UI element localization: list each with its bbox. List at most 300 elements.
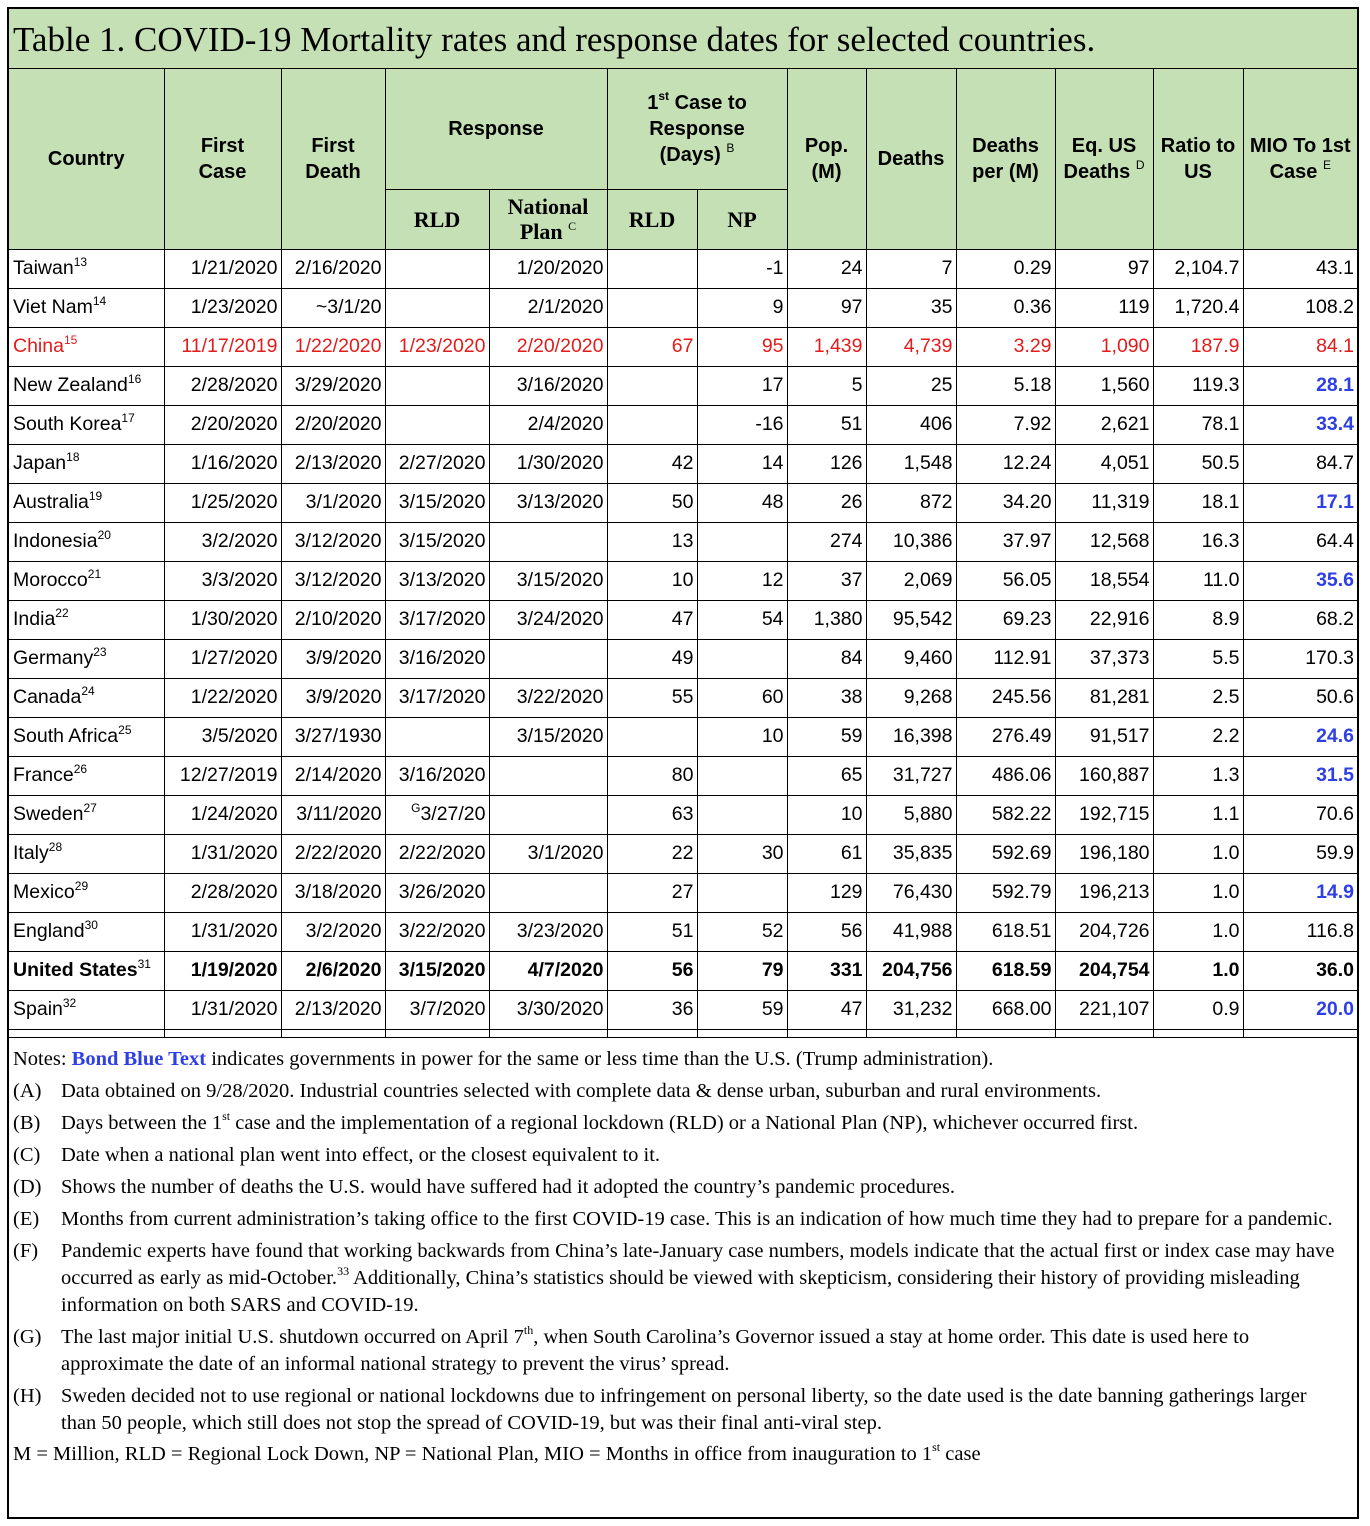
cell-deaths-per: 37.97 xyxy=(956,522,1055,561)
cell-rld xyxy=(385,249,489,288)
cell-rld: 3/22/2020 xyxy=(385,912,489,951)
cell-ratio: 119.3 xyxy=(1153,366,1243,405)
cell-deaths-per: 69.23 xyxy=(956,600,1055,639)
cell-country: Sweden$^{27}$ xyxy=(9,795,164,834)
cell-mio: 84.7 xyxy=(1243,444,1357,483)
cell-days-np: 17 xyxy=(697,366,787,405)
cell-rld: 3/16/2020 xyxy=(385,639,489,678)
cell-pop: 37 xyxy=(787,561,866,600)
cell-days-np xyxy=(697,873,787,912)
cell-country: Spain$^{32}$ xyxy=(9,990,164,1029)
notes-intro: Notes: Bond Blue Text indicates governments in power for the same or less time than the U.S. (Trump administration). xyxy=(13,1047,994,1070)
cell-deaths-per: 112.91 xyxy=(956,639,1055,678)
header-country: Country xyxy=(9,69,164,249)
cell-first-case: 3/2/2020 xyxy=(164,522,281,561)
note-label: (B) xyxy=(13,1111,41,1134)
cell-deaths: 2,069 xyxy=(866,561,956,600)
cell-pop: 129 xyxy=(787,873,866,912)
cell-deaths-per: 56.05 xyxy=(956,561,1055,600)
cell-first-case: 1/24/2020 xyxy=(164,795,281,834)
cell-rld: 3/17/2020 xyxy=(385,678,489,717)
cell-ratio: 0.9 xyxy=(1153,990,1243,1029)
cell-national-plan: 3/13/2020 xyxy=(489,483,607,522)
cell-days-np: 12 xyxy=(697,561,787,600)
cell-deaths: 35,835 xyxy=(866,834,956,873)
cell-deaths-per: 34.20 xyxy=(956,483,1055,522)
cell-eq-us: 12,568 xyxy=(1055,522,1153,561)
cell-eq-us: 196,180 xyxy=(1055,834,1153,873)
cell-deaths: 10,386 xyxy=(866,522,956,561)
header-deaths: Deaths xyxy=(866,69,956,249)
cell-deaths: 31,727 xyxy=(866,756,956,795)
cell-pop: 56 xyxy=(787,912,866,951)
cell-first-case: 1/23/2020 xyxy=(164,288,281,327)
cell-country: Indonesia$^{20}$ xyxy=(9,522,164,561)
cell-first-death: 3/1/2020 xyxy=(281,483,385,522)
cell-eq-us: 221,107 xyxy=(1055,990,1153,1029)
cell-first-death: 3/12/2020 xyxy=(281,561,385,600)
cell-days-np xyxy=(697,756,787,795)
cell-mio: 20.0 xyxy=(1243,990,1357,1029)
cell-ratio: 1.1 xyxy=(1153,795,1243,834)
cell-first-case: 2/20/2020 xyxy=(164,405,281,444)
cell-deaths-per: 618.51 xyxy=(956,912,1055,951)
cell-deaths-per: 618.59 xyxy=(956,951,1055,990)
cell-pop: 1,380 xyxy=(787,600,866,639)
table-row xyxy=(9,756,1357,795)
cell-first-death: 1/22/2020 xyxy=(281,327,385,366)
cell-mio: 50.6 xyxy=(1243,678,1357,717)
cell-eq-us: 1,090 xyxy=(1055,327,1153,366)
cell-rld: 3/17/2020 xyxy=(385,600,489,639)
cell-deaths-per: 7.92 xyxy=(956,405,1055,444)
cell-days-rld: 27 xyxy=(607,873,697,912)
cell-days-rld: 36 xyxy=(607,990,697,1029)
cell-mio: 14.9 xyxy=(1243,873,1357,912)
cell-days-np: 52 xyxy=(697,912,787,951)
cell-first-death: 3/12/2020 xyxy=(281,522,385,561)
cell-national-plan: 3/15/2020 xyxy=(489,717,607,756)
cell-pop: 51 xyxy=(787,405,866,444)
table-row xyxy=(9,327,1357,366)
cell-national-plan: 2/20/2020 xyxy=(489,327,607,366)
cell-mio: 28.1 xyxy=(1243,366,1357,405)
cell-first-death: 2/6/2020 xyxy=(281,951,385,990)
cell-national-plan xyxy=(489,873,607,912)
note-item xyxy=(13,1174,1357,1201)
cell-deaths: 872 xyxy=(866,483,956,522)
cell-days-rld: 42 xyxy=(607,444,697,483)
cell-days-np: 10 xyxy=(697,717,787,756)
cell-days-np: 95 xyxy=(697,327,787,366)
cell-days-np xyxy=(697,639,787,678)
cell-days-np: 30 xyxy=(697,834,787,873)
cell-eq-us: 18,554 xyxy=(1055,561,1153,600)
cell-first-death: 2/16/2020 xyxy=(281,249,385,288)
cell-first-death: 2/13/2020 xyxy=(281,990,385,1029)
cell-first-case: 1/31/2020 xyxy=(164,912,281,951)
cell-country: England$^{30}$ xyxy=(9,912,164,951)
cell-national-plan: 3/24/2020 xyxy=(489,600,607,639)
cell-deaths: 35 xyxy=(866,288,956,327)
cell-first-case: 2/28/2020 xyxy=(164,366,281,405)
cell-deaths: 204,756 xyxy=(866,951,956,990)
note-text: Shows the number of deaths the U.S. would have suffered had it adopted the country’s pandemic procedures. xyxy=(61,1175,955,1198)
cell-days-np: 59 xyxy=(697,990,787,1029)
cell-days-rld: 49 xyxy=(607,639,697,678)
cell-mio: 64.4 xyxy=(1243,522,1357,561)
table-row xyxy=(9,522,1357,561)
cell-days-rld: 47 xyxy=(607,600,697,639)
cell-national-plan: 3/23/2020 xyxy=(489,912,607,951)
cell-deaths: 9,268 xyxy=(866,678,956,717)
abbreviation-legend: M = Million, RLD = Regional Lock Down, NP = National Plan, MIO = Months in office from inauguration to 1st case xyxy=(13,1439,981,1465)
cell-country: India$^{22}$ xyxy=(9,600,164,639)
table-row xyxy=(9,366,1357,405)
table-row xyxy=(9,717,1357,756)
cell-deaths-per: 0.29 xyxy=(956,249,1055,288)
note-item xyxy=(13,1142,1357,1169)
cell-pop: 84 xyxy=(787,639,866,678)
cell-deaths-per: 3.29 xyxy=(956,327,1055,366)
cell-mio: 170.3 xyxy=(1243,639,1357,678)
cell-first-death: 2/10/2020 xyxy=(281,600,385,639)
cell-days-np: 48 xyxy=(697,483,787,522)
cell-first-death: 3/18/2020 xyxy=(281,873,385,912)
cell-pop: 331 xyxy=(787,951,866,990)
cell-country: Japan$^{18}$ xyxy=(9,444,164,483)
cell-ratio: 8.9 xyxy=(1153,600,1243,639)
header-response: Response xyxy=(385,69,607,189)
cell-days-rld: 80 xyxy=(607,756,697,795)
cell-country: China$^{15}$ xyxy=(9,327,164,366)
cell-mio: 59.9 xyxy=(1243,834,1357,873)
table-title: Table 1. COVID-19 Mortality rates and response dates for selected countries. xyxy=(9,9,1357,69)
cell-deaths: 406 xyxy=(866,405,956,444)
table-row xyxy=(9,912,1357,951)
cell-eq-us: 91,517 xyxy=(1055,717,1153,756)
cell-pop: 126 xyxy=(787,444,866,483)
cell-days-rld: 63 xyxy=(607,795,697,834)
cell-mio: 68.2 xyxy=(1243,600,1357,639)
note-text: Days between the 1st case and the implementation of a regional lockdown (RLD) or a National Plan (NP), whichever occurred first. xyxy=(61,1108,1139,1134)
cell-eq-us: 37,373 xyxy=(1055,639,1153,678)
header-pop: Pop. (M) xyxy=(787,69,866,249)
cell-deaths: 76,430 xyxy=(866,873,956,912)
cell-pop: 274 xyxy=(787,522,866,561)
cell-deaths-per: 5.18 xyxy=(956,366,1055,405)
table-spacer-row xyxy=(9,1029,1357,1037)
cell-national-plan xyxy=(489,795,607,834)
cell-deaths: 95,542 xyxy=(866,600,956,639)
cell-eq-us: 4,051 xyxy=(1055,444,1153,483)
cell-national-plan: 3/15/2020 xyxy=(489,561,607,600)
note-item xyxy=(13,1238,1357,1319)
note-label: (E) xyxy=(13,1207,40,1230)
cell-mio: 36.0 xyxy=(1243,951,1357,990)
cell-rld: 3/15/2020 xyxy=(385,522,489,561)
note-label: (G) xyxy=(13,1325,42,1348)
cell-deaths: 25 xyxy=(866,366,956,405)
cell-deaths-per: 12.24 xyxy=(956,444,1055,483)
table-row xyxy=(9,561,1357,600)
cell-mio: 116.8 xyxy=(1243,912,1357,951)
cell-rld xyxy=(385,405,489,444)
cell-mio: 31.5 xyxy=(1243,756,1357,795)
cell-rld: 3/7/2020 xyxy=(385,990,489,1029)
note-text: Date when a national plan went into effect, or the closest equivalent to it. xyxy=(61,1143,661,1166)
cell-mio: 43.1 xyxy=(1243,249,1357,288)
cell-eq-us: 22,916 xyxy=(1055,600,1153,639)
blue-text-sample: Bond Blue Text xyxy=(71,1047,207,1070)
cell-deaths-per: 486.06 xyxy=(956,756,1055,795)
cell-first-death: ~3/1/20 xyxy=(281,288,385,327)
cell-country: France$^{26}$ xyxy=(9,756,164,795)
cell-deaths-per: 0.36 xyxy=(956,288,1055,327)
cell-rld: 3/13/2020 xyxy=(385,561,489,600)
cell-ratio: 187.9 xyxy=(1153,327,1243,366)
cell-deaths: 9,460 xyxy=(866,639,956,678)
cell-national-plan: 4/7/2020 xyxy=(489,951,607,990)
cell-first-death: 2/22/2020 xyxy=(281,834,385,873)
cell-ratio: 2.2 xyxy=(1153,717,1243,756)
cell-days-rld: 50 xyxy=(607,483,697,522)
cell-eq-us: 2,621 xyxy=(1055,405,1153,444)
cell-ratio: 18.1 xyxy=(1153,483,1243,522)
cell-ratio: 11.0 xyxy=(1153,561,1243,600)
cell-eq-us: 81,281 xyxy=(1055,678,1153,717)
cell-eq-us: 119 xyxy=(1055,288,1153,327)
cell-country: Viet Nam$^{14}$ xyxy=(9,288,164,327)
cell-deaths-per: 245.56 xyxy=(956,678,1055,717)
cell-days-np xyxy=(697,522,787,561)
cell-rld xyxy=(385,717,489,756)
cell-days-rld xyxy=(607,717,697,756)
cell-deaths: 1,548 xyxy=(866,444,956,483)
cell-first-case: 1/31/2020 xyxy=(164,834,281,873)
cell-deaths: 5,880 xyxy=(866,795,956,834)
table-row xyxy=(9,834,1357,873)
cell-days-np: -1 xyxy=(697,249,787,288)
cell-first-death: 2/14/2020 xyxy=(281,756,385,795)
table-row xyxy=(9,990,1357,1029)
cell-pop: 97 xyxy=(787,288,866,327)
cell-ratio: 5.5 xyxy=(1153,639,1243,678)
table-row xyxy=(9,678,1357,717)
cell-ratio: 16.3 xyxy=(1153,522,1243,561)
cell-rld: 2/27/2020 xyxy=(385,444,489,483)
mortality-table xyxy=(9,69,1357,1038)
note-label: (A) xyxy=(13,1079,42,1102)
cell-pop: 10 xyxy=(787,795,866,834)
cell-eq-us: 204,754 xyxy=(1055,951,1153,990)
cell-ratio: 1.3 xyxy=(1153,756,1243,795)
cell-days-np: 60 xyxy=(697,678,787,717)
header-deaths-per: Deaths per (M) xyxy=(956,69,1055,249)
cell-first-death: 3/9/2020 xyxy=(281,678,385,717)
cell-days-rld: 22 xyxy=(607,834,697,873)
cell-mio: 70.6 xyxy=(1243,795,1357,834)
header-eq-us-deaths: Eq. US Deaths $^D$ xyxy=(1055,69,1153,249)
header-national-plan: National Plan $^C$ xyxy=(489,189,607,249)
cell-national-plan: 3/16/2020 xyxy=(489,366,607,405)
cell-country: Taiwan$^{13}$ xyxy=(9,249,164,288)
cell-days-np: 79 xyxy=(697,951,787,990)
header-first-death: First Death xyxy=(281,69,385,249)
cell-days-np: 9 xyxy=(697,288,787,327)
cell-days-np: 54 xyxy=(697,600,787,639)
cell-pop: 24 xyxy=(787,249,866,288)
cell-ratio: 1.0 xyxy=(1153,912,1243,951)
header-days: 1st Case to Response (Days) $^B$ xyxy=(607,69,787,189)
table-row xyxy=(9,795,1357,834)
cell-country: Morocco$^{21}$ xyxy=(9,561,164,600)
cell-mio: 35.6 xyxy=(1243,561,1357,600)
header-ratio: Ratio to US xyxy=(1153,69,1243,249)
note-label: (H) xyxy=(13,1384,42,1407)
cell-days-rld: 56 xyxy=(607,951,697,990)
table-row xyxy=(9,405,1357,444)
cell-national-plan: 1/20/2020 xyxy=(489,249,607,288)
header-mio: MIO To 1st Case $^E$ xyxy=(1243,69,1357,249)
header-first-case: First Case xyxy=(164,69,281,249)
cell-eq-us: 97 xyxy=(1055,249,1153,288)
cell-country: Germany$^{23}$ xyxy=(9,639,164,678)
cell-rld xyxy=(385,366,489,405)
cell-country: United States$^{31}$ xyxy=(9,951,164,990)
table-body xyxy=(9,249,1357,1037)
note-item xyxy=(13,1110,1357,1137)
note-label: (D) xyxy=(13,1175,42,1198)
cell-rld: 3/15/2020 xyxy=(385,951,489,990)
note-item xyxy=(13,1206,1357,1233)
cell-first-death: 3/9/2020 xyxy=(281,639,385,678)
cell-days-rld: 67 xyxy=(607,327,697,366)
table-row xyxy=(9,639,1357,678)
cell-national-plan: 1/30/2020 xyxy=(489,444,607,483)
cell-national-plan xyxy=(489,522,607,561)
cell-ratio: 1.0 xyxy=(1153,834,1243,873)
cell-days-np: 14 xyxy=(697,444,787,483)
cell-eq-us: 1,560 xyxy=(1055,366,1153,405)
cell-deaths: 16,398 xyxy=(866,717,956,756)
cell-eq-us: 204,726 xyxy=(1055,912,1153,951)
cell-days-rld xyxy=(607,405,697,444)
cell-national-plan xyxy=(489,756,607,795)
header-rld: RLD xyxy=(385,189,489,249)
cell-ratio: 2.5 xyxy=(1153,678,1243,717)
cell-rld xyxy=(385,288,489,327)
cell-ratio: 1,720.4 xyxy=(1153,288,1243,327)
cell-rld: $^G$3/27/20 xyxy=(385,795,489,834)
cell-deaths-per: 668.00 xyxy=(956,990,1055,1029)
cell-country: Mexico$^{29}$ xyxy=(9,873,164,912)
cell-first-case: 1/22/2020 xyxy=(164,678,281,717)
note-text: Months from current administration’s taking office to the first COVID-19 case. This is an indication of how much time they had to prepare for a pandemic. xyxy=(61,1207,1333,1230)
notes-section xyxy=(9,1038,1357,1468)
cell-first-case: 1/19/2020 xyxy=(164,951,281,990)
cell-eq-us: 11,319 xyxy=(1055,483,1153,522)
table-row xyxy=(9,951,1357,990)
cell-first-death: 3/27/1930 xyxy=(281,717,385,756)
cell-pop: 47 xyxy=(787,990,866,1029)
cell-country: New Zealand$^{16}$ xyxy=(9,366,164,405)
cell-eq-us: 196,213 xyxy=(1055,873,1153,912)
cell-national-plan: 2/4/2020 xyxy=(489,405,607,444)
note-text: The last major initial U.S. shutdown occurred on April 7th, when South Carolina’s Governor issued a stay at home order. This date is used here to approximate the date of an informal national strategy to prevent the virus’ spread. xyxy=(61,1322,1250,1375)
cell-mio: 84.1 xyxy=(1243,327,1357,366)
header-days-rld: RLD xyxy=(607,189,697,249)
cell-national-plan: 3/30/2020 xyxy=(489,990,607,1029)
cell-ratio: 1.0 xyxy=(1153,951,1243,990)
cell-national-plan: 2/1/2020 xyxy=(489,288,607,327)
cell-deaths-per: 592.69 xyxy=(956,834,1055,873)
note-label: (C) xyxy=(13,1143,41,1166)
cell-deaths: 31,232 xyxy=(866,990,956,1029)
cell-national-plan xyxy=(489,639,607,678)
cell-days-rld: 13 xyxy=(607,522,697,561)
cell-first-death: 2/13/2020 xyxy=(281,444,385,483)
cell-deaths-per: 582.22 xyxy=(956,795,1055,834)
cell-first-case: 12/27/2019 xyxy=(164,756,281,795)
cell-country: Australia$^{19}$ xyxy=(9,483,164,522)
cell-country: South Africa$^{25}$ xyxy=(9,717,164,756)
cell-first-case: 1/25/2020 xyxy=(164,483,281,522)
cell-deaths-per: 592.79 xyxy=(956,873,1055,912)
cell-pop: 1,439 xyxy=(787,327,866,366)
cell-days-rld: 55 xyxy=(607,678,697,717)
cell-first-case: 1/16/2020 xyxy=(164,444,281,483)
cell-first-death: 3/2/2020 xyxy=(281,912,385,951)
cell-ratio: 78.1 xyxy=(1153,405,1243,444)
cell-mio: 33.4 xyxy=(1243,405,1357,444)
cell-first-death: 2/20/2020 xyxy=(281,405,385,444)
cell-days-rld: 10 xyxy=(607,561,697,600)
cell-pop: 61 xyxy=(787,834,866,873)
cell-days-np xyxy=(697,795,787,834)
cell-first-case: 1/21/2020 xyxy=(164,249,281,288)
cell-rld: 3/16/2020 xyxy=(385,756,489,795)
cell-national-plan: 3/22/2020 xyxy=(489,678,607,717)
cell-first-case: 3/3/2020 xyxy=(164,561,281,600)
cell-pop: 38 xyxy=(787,678,866,717)
cell-eq-us: 192,715 xyxy=(1055,795,1153,834)
cell-deaths: 7 xyxy=(866,249,956,288)
cell-first-case: 1/30/2020 xyxy=(164,600,281,639)
cell-rld: 2/22/2020 xyxy=(385,834,489,873)
header-days-np: NP xyxy=(697,189,787,249)
cell-days-rld xyxy=(607,249,697,288)
cell-mio: 108.2 xyxy=(1243,288,1357,327)
cell-deaths-per: 276.49 xyxy=(956,717,1055,756)
cell-ratio: 2,104.7 xyxy=(1153,249,1243,288)
table-row xyxy=(9,600,1357,639)
cell-first-death: 3/11/2020 xyxy=(281,795,385,834)
note-item xyxy=(13,1324,1357,1378)
cell-country: Italy$^{28}$ xyxy=(9,834,164,873)
cell-eq-us: 160,887 xyxy=(1055,756,1153,795)
cell-pop: 5 xyxy=(787,366,866,405)
cell-national-plan: 3/1/2020 xyxy=(489,834,607,873)
cell-days-rld xyxy=(607,366,697,405)
cell-days-rld: 51 xyxy=(607,912,697,951)
cell-first-case: 1/31/2020 xyxy=(164,990,281,1029)
cell-country: South Korea$^{17}$ xyxy=(9,405,164,444)
cell-deaths: 4,739 xyxy=(866,327,956,366)
cell-first-case: 3/5/2020 xyxy=(164,717,281,756)
cell-rld: 3/26/2020 xyxy=(385,873,489,912)
cell-first-case: 2/28/2020 xyxy=(164,873,281,912)
